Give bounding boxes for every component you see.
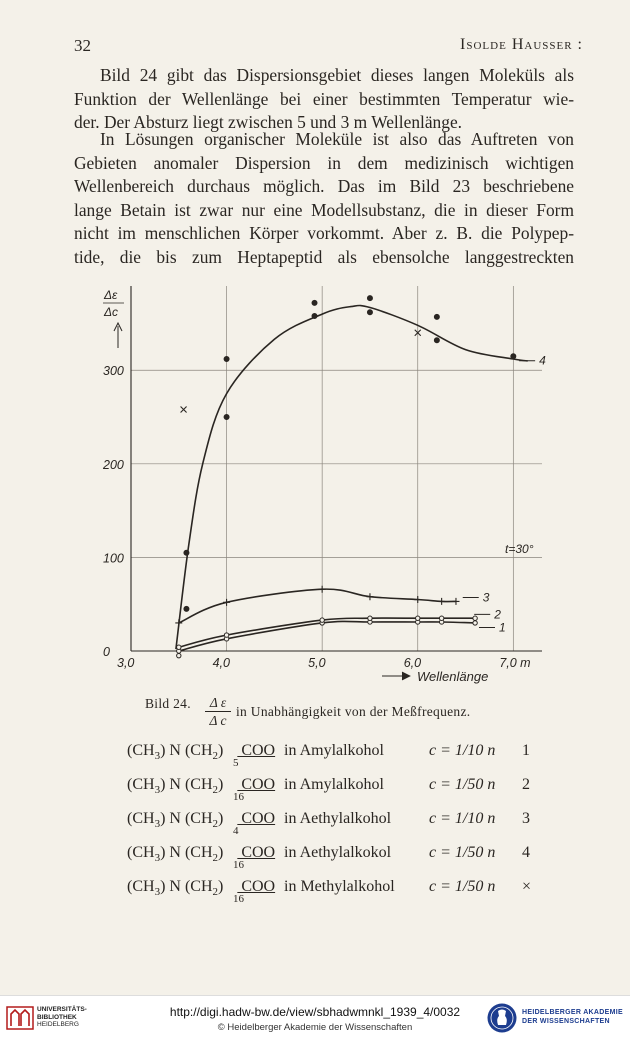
paragraph-2-line: Wellenbereich durchaus möglich. Das im Bild 23 beschriebene xyxy=(74,176,574,197)
legend-concentration: c = 1/50 n xyxy=(429,776,496,793)
series-3-point xyxy=(438,598,445,605)
series-2-point xyxy=(368,616,372,620)
legend-row xyxy=(127,878,547,912)
series-2-point xyxy=(416,616,420,620)
series-3-point xyxy=(223,599,230,606)
legend-solvent: in Amylalkohol xyxy=(284,776,384,793)
series-3-point xyxy=(452,598,459,605)
measured-point xyxy=(434,338,439,343)
y-axis-label-numerator: Δε xyxy=(104,288,118,302)
running-header-author: Isolde Hausser : xyxy=(460,36,583,53)
legend-concentration: c = 1/10 n xyxy=(429,742,496,759)
formula-subscript: 2 xyxy=(212,852,218,864)
series-2-point xyxy=(177,645,181,649)
formula-subscript: 2 xyxy=(212,750,218,762)
series-2-point xyxy=(439,616,443,620)
measured-point xyxy=(367,296,372,301)
legend-curve-marker: × xyxy=(522,878,532,895)
formula-part: ) xyxy=(218,776,224,793)
legend-row xyxy=(127,844,547,878)
legend-curve-marker: 3 xyxy=(522,810,530,827)
formula-part: ) N (CH xyxy=(160,742,213,759)
formula-part: ) N (CH xyxy=(160,844,213,861)
formula-part: (CH xyxy=(127,844,155,861)
series-3-point xyxy=(414,596,421,603)
formula-part: (CH xyxy=(127,742,155,759)
legend-formula xyxy=(127,844,276,871)
y-tick-label: 200 xyxy=(103,457,124,472)
academy-name-line: DER WISSENSCHAFTEN xyxy=(522,1018,610,1025)
legend-formula xyxy=(127,878,276,905)
formula-subscript: 2 xyxy=(212,818,218,830)
formula-part: (CH xyxy=(127,878,155,895)
x-tick-label: 3,0 xyxy=(117,656,135,670)
series-3-point xyxy=(366,593,373,600)
paragraph-1-line: der. Der Absturz liegt zwischen 5 und 3 m Wellenlänge. xyxy=(74,112,463,133)
formula-subscript: 2 xyxy=(212,886,218,898)
academy-name xyxy=(522,1008,623,1026)
measured-point xyxy=(224,414,229,419)
formula-part: ) N (CH xyxy=(160,810,213,827)
source-url-link[interactable]: http://digi.hadw-bw.de/view/sbhadwmnkl_1939_4/0032 xyxy=(169,1005,461,1019)
formula-part: ) xyxy=(218,742,224,759)
curve-label: 3 xyxy=(482,590,490,605)
legend-formula xyxy=(127,810,276,837)
y-axis-label-denominator: Δc xyxy=(104,305,119,319)
measured-point xyxy=(434,314,439,319)
formula-subscript: 2 xyxy=(212,784,218,796)
curve-label: 4 xyxy=(539,353,546,368)
paragraph-2-line: tide, die bis zum Heptapeptid als ebensolche langgestreckten xyxy=(74,246,574,267)
digitization-footer xyxy=(0,995,630,1040)
legend-solvent: in Methylalkohol xyxy=(284,878,395,895)
library-name-line: UNIVERSITÄTS- xyxy=(37,1006,87,1013)
legend-row xyxy=(127,810,547,844)
legend-concentration: c = 1/50 n xyxy=(429,878,496,895)
measured-point xyxy=(184,606,189,611)
caption-fraction-numerator: Δ ε xyxy=(205,694,231,712)
formula-carboxylate: COO xyxy=(237,776,276,793)
page-number: 32 xyxy=(74,36,91,55)
formula-chain-index: 5 xyxy=(233,757,239,769)
academy-logo-icon xyxy=(486,1002,518,1034)
x-tick-label: 7,0 m xyxy=(499,656,531,670)
legend-row xyxy=(127,742,547,776)
measured-point xyxy=(181,407,187,413)
copyright-notice: © Heidelberger Akademie der Wissenschaften xyxy=(217,1022,413,1033)
formula-subscript: 3 xyxy=(154,852,161,864)
formula-carboxylate: COO xyxy=(237,742,276,759)
formula-chain-index: 16 xyxy=(233,791,244,803)
temperature-annotation: t=30° xyxy=(505,542,534,556)
y-tick-label: 300 xyxy=(103,364,124,379)
formula-part: (CH xyxy=(127,810,155,827)
legend-row xyxy=(127,776,547,810)
paragraph-2 xyxy=(74,128,574,270)
curve-label: 2 xyxy=(494,607,501,622)
measured-point xyxy=(312,313,317,318)
legend-curve-marker: 1 xyxy=(522,742,530,759)
formula-part: (CH xyxy=(127,776,155,793)
formula-chain-index: 16 xyxy=(233,859,244,871)
formula-part: ) xyxy=(218,844,224,861)
series-2-point xyxy=(320,618,324,622)
paragraph-2-line: In Lösungen organischer Moleküle ist also das Auftreten von xyxy=(100,129,574,149)
formula-part: ) N (CH xyxy=(160,878,213,895)
measured-point xyxy=(312,300,317,305)
measured-point xyxy=(367,310,372,315)
y-tick-label: 0 xyxy=(103,645,110,659)
formula-carboxylate: COO xyxy=(237,878,276,895)
academy-name-line: HEIDELBERGER AKADEMIE xyxy=(522,1009,623,1016)
series-2-point xyxy=(473,616,477,620)
legend-concentration: c = 1/50 n xyxy=(429,844,496,861)
formula-part: ) N (CH xyxy=(160,776,213,793)
library-name-line: HEIDELBERG xyxy=(37,1021,79,1028)
legend-formula xyxy=(127,742,276,769)
paragraph-2-line: Gebieten anomaler Dispersion in dem medizinisch wichtigen xyxy=(74,152,574,173)
series-1-point xyxy=(473,621,477,625)
series-3-point xyxy=(319,586,326,593)
legend-concentration: c = 1/10 n xyxy=(429,810,496,827)
paragraph-1 xyxy=(74,64,574,135)
caption-fraction-denominator: Δ c xyxy=(209,713,227,728)
caption-fraction xyxy=(205,694,231,729)
x-tick-label: 5,0 xyxy=(308,656,326,670)
figure-caption-text: in Unabhängigkeit von der Meßfrequenz. xyxy=(236,704,471,719)
curve-label: 1 xyxy=(498,620,506,635)
formula-carboxylate: COO xyxy=(237,810,276,827)
figure-caption-label: Bild 24. xyxy=(145,696,191,711)
x-axis-arrow-icon xyxy=(402,672,410,680)
legend-formula xyxy=(127,776,276,803)
paragraph-2-line: nicht im menschlichen Körper vorkommt. Aber z. B. die Polypep- xyxy=(74,223,574,244)
paragraph-1-line: Funktion der Wellenlänge bei einer bestimmten Temperatur wie- xyxy=(74,88,574,109)
formula-subscript: 3 xyxy=(154,784,161,796)
y-tick-label: 100 xyxy=(103,551,124,566)
legend-curve-marker: 2 xyxy=(522,776,530,793)
measured-point xyxy=(511,354,516,359)
legend-solvent: in Aethylalkohol xyxy=(284,810,392,827)
series-2-point xyxy=(224,633,228,637)
formula-subscript: 3 xyxy=(154,750,161,762)
measured-point xyxy=(177,653,181,657)
legend-curve-marker: 4 xyxy=(522,844,530,861)
formula-carboxylate: COO xyxy=(237,844,276,861)
formula-chain-index: 16 xyxy=(233,893,244,905)
formula-subscript: 3 xyxy=(154,818,161,830)
dispersion-chart xyxy=(90,278,550,693)
formula-part: ) xyxy=(218,878,224,895)
legend-solvent: in Amylalkohol xyxy=(284,742,384,759)
x-tick-label: 6,0 xyxy=(403,656,422,670)
paragraph-2-line: lange Betain ist zwar nur eine Modellsubstanz, die in dieser Form xyxy=(74,199,574,220)
measured-point xyxy=(184,550,189,555)
paragraph-1-line: Bild 24 gibt das Dispersionsgebiet dieses langen Moleküls als xyxy=(100,65,574,85)
formula-part: ) xyxy=(218,810,224,827)
legend-solvent: in Aethylalkokol xyxy=(284,844,392,861)
measured-point xyxy=(224,356,229,361)
x-tick-label: 4,0 xyxy=(212,656,230,670)
formula-subscript: 3 xyxy=(154,886,161,898)
library-name-line: BIBLIOTHEK xyxy=(37,1013,77,1021)
formula-chain-index: 4 xyxy=(233,825,239,837)
x-axis-label: Wellenlänge xyxy=(417,669,489,684)
